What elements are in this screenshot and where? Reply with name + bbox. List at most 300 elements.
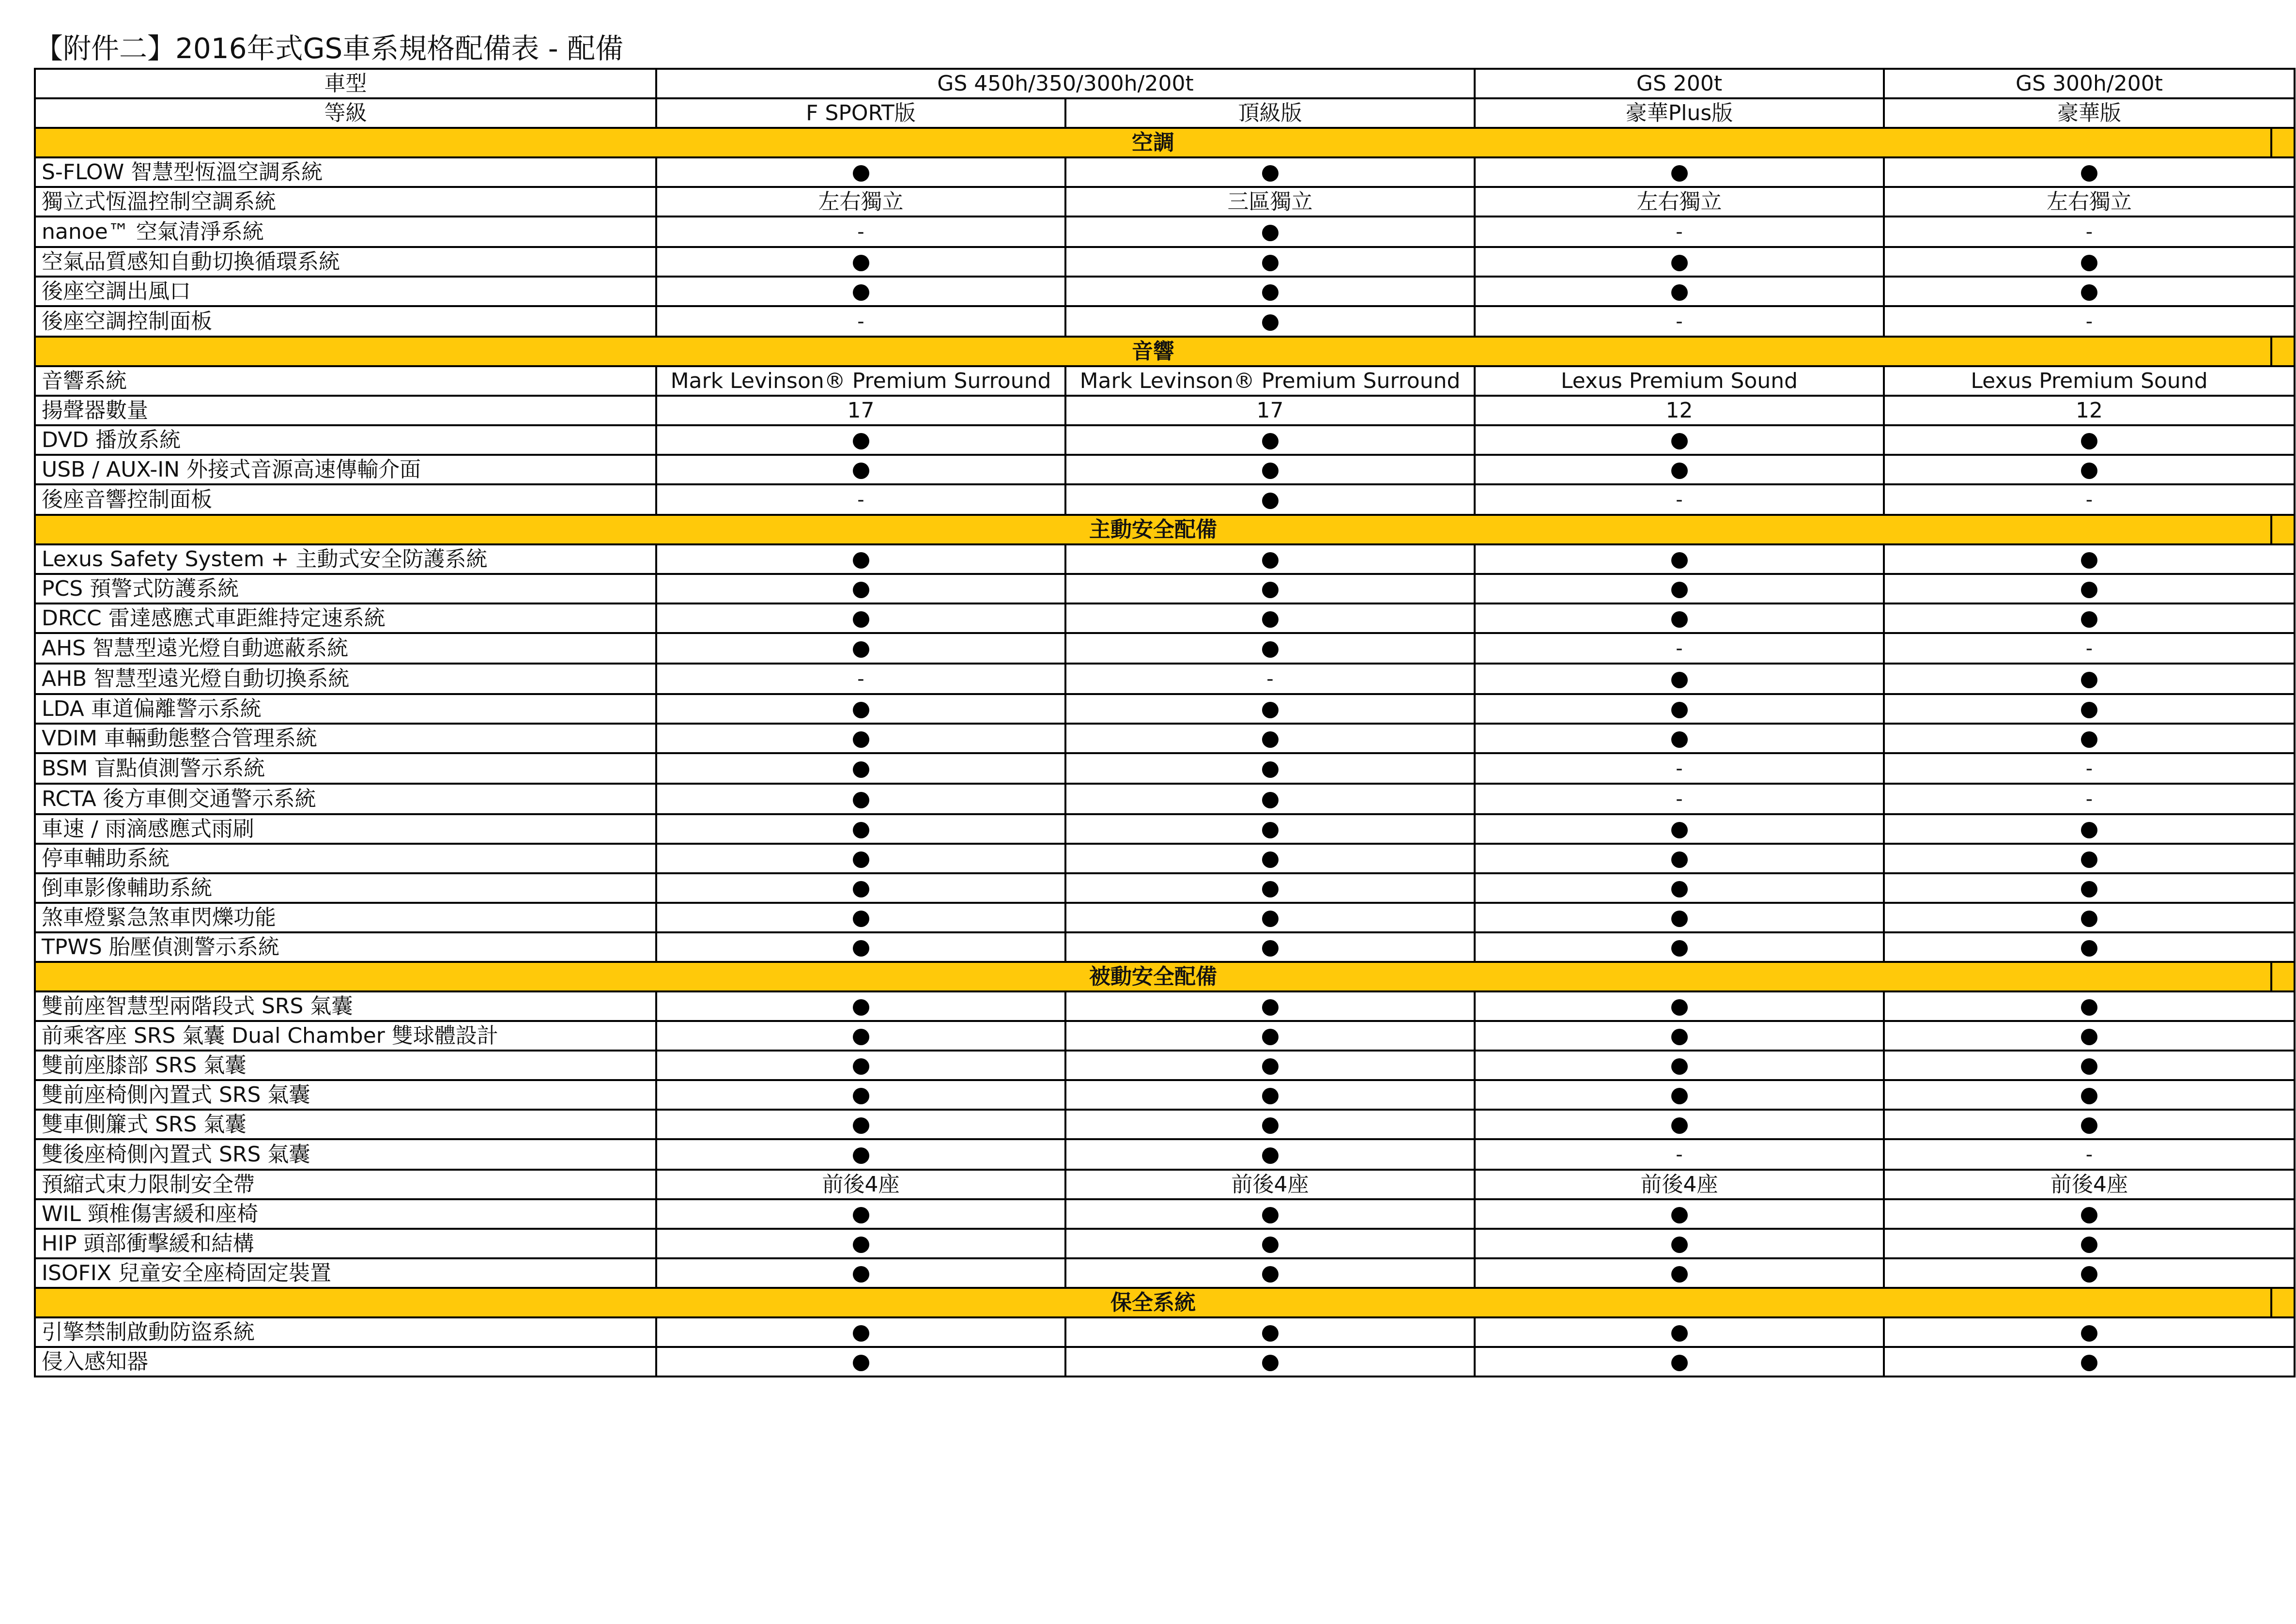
equipped-dot-icon bbox=[1262, 1325, 1279, 1342]
feature-label: ISOFIX 兒童安全座椅固定裝置 bbox=[35, 1258, 656, 1288]
feature-label: 後座空調控制面板 bbox=[35, 306, 656, 337]
equipped-dot-icon bbox=[1262, 611, 1279, 628]
equipped-dot-icon bbox=[1262, 641, 1279, 658]
not-equipped-dash: - bbox=[857, 310, 864, 333]
table-row bbox=[35, 157, 2295, 187]
not-equipped-dash: - bbox=[1676, 788, 1683, 810]
equipped-cell bbox=[1884, 1199, 2295, 1229]
equipped-dot-icon bbox=[1671, 1266, 1688, 1283]
equipped-cell bbox=[1475, 574, 1884, 603]
equipped-dot-icon bbox=[1671, 881, 1688, 897]
not-equipped-dash: - bbox=[2085, 310, 2093, 333]
equipped-cell bbox=[1065, 1199, 1475, 1229]
table-row bbox=[35, 633, 2295, 664]
equipped-dot-icon bbox=[853, 552, 869, 569]
not-equipped-cell bbox=[656, 664, 1065, 694]
equipped-cell bbox=[1884, 247, 2295, 277]
equipped-cell bbox=[1065, 1051, 1475, 1080]
equipped-dot-icon bbox=[1671, 1325, 1688, 1342]
table-row bbox=[35, 724, 2295, 753]
equipped-dot-icon bbox=[853, 731, 869, 748]
equipped-dot-icon bbox=[2081, 1266, 2097, 1283]
not-equipped-cell bbox=[1475, 217, 1884, 247]
equipped-dot-icon bbox=[1671, 851, 1688, 868]
equipped-dot-icon bbox=[1262, 284, 1279, 301]
equipped-cell bbox=[1065, 574, 1475, 603]
feature-label: 雙車側簾式 SRS 氣囊 bbox=[35, 1110, 656, 1139]
equipped-cell bbox=[1884, 1229, 2295, 1258]
table-row bbox=[35, 1051, 2295, 1080]
equipped-cell bbox=[1475, 247, 1884, 277]
feature-label: USB / AUX-IN 外接式音源高速傳輸介面 bbox=[35, 455, 656, 484]
equipped-cell bbox=[1475, 1021, 1884, 1051]
equipped-dot-icon bbox=[1262, 552, 1279, 569]
equipped-cell bbox=[1475, 277, 1884, 306]
equipped-cell bbox=[1475, 932, 1884, 962]
equipped-cell bbox=[1884, 1080, 2295, 1110]
equipped-cell bbox=[1475, 157, 1884, 187]
equipped-cell bbox=[1065, 1258, 1475, 1288]
feature-label: VDIM 車輛動態整合管理系統 bbox=[35, 724, 656, 753]
equipped-cell bbox=[1884, 425, 2295, 455]
table-row bbox=[35, 1258, 2295, 1288]
spec-value-cell: 12 bbox=[1475, 396, 1884, 425]
feature-label: LDA 車道偏離警示系統 bbox=[35, 694, 656, 724]
equipped-dot-icon bbox=[1671, 1355, 1688, 1371]
section-title: 被動安全配備 bbox=[35, 962, 2271, 991]
not-equipped-dash: - bbox=[2085, 758, 2093, 780]
equipped-cell bbox=[656, 574, 1065, 603]
equipped-dot-icon bbox=[1671, 582, 1688, 598]
equipped-cell bbox=[656, 873, 1065, 903]
not-equipped-dash: - bbox=[2085, 637, 2093, 660]
equipped-dot-icon bbox=[1671, 611, 1688, 628]
equipped-dot-icon bbox=[1262, 255, 1279, 271]
header-grade-top: 頂級版 bbox=[1065, 98, 1475, 128]
equipped-dot-icon bbox=[853, 284, 869, 301]
equipped-dot-icon bbox=[1262, 1266, 1279, 1283]
equipped-dot-icon bbox=[2081, 822, 2097, 838]
feature-label: 音響系統 bbox=[35, 366, 656, 396]
feature-label: DVD 播放系統 bbox=[35, 425, 656, 455]
table-row bbox=[35, 1347, 2295, 1377]
spec-value-cell: 三區獨立 bbox=[1065, 187, 1475, 217]
equipped-cell bbox=[656, 932, 1065, 962]
equipped-dot-icon bbox=[2081, 1355, 2097, 1371]
section-header-row bbox=[35, 337, 2295, 366]
equipped-cell bbox=[1065, 784, 1475, 814]
equipped-cell bbox=[656, 1021, 1065, 1051]
table-row bbox=[35, 247, 2295, 277]
equipped-cell bbox=[1884, 814, 2295, 844]
table-row bbox=[35, 306, 2295, 337]
equipped-dot-icon bbox=[853, 792, 869, 808]
equipped-dot-icon bbox=[1671, 731, 1688, 748]
table-row bbox=[35, 694, 2295, 724]
equipped-cell bbox=[656, 425, 1065, 455]
feature-label: AHB 智慧型遠光燈自動切換系統 bbox=[35, 664, 656, 694]
feature-label: RCTA 後方車側交通警示系統 bbox=[35, 784, 656, 814]
equipped-dot-icon bbox=[853, 1355, 869, 1371]
equipped-dot-icon bbox=[1671, 1237, 1688, 1253]
equipped-cell bbox=[1884, 932, 2295, 962]
section-header-row bbox=[35, 515, 2295, 544]
feature-label: nanoe™ 空氣清淨系統 bbox=[35, 217, 656, 247]
equipped-dot-icon bbox=[2081, 433, 2097, 449]
equipped-dot-icon bbox=[2081, 911, 2097, 927]
equipped-dot-icon bbox=[1262, 911, 1279, 927]
spec-value-cell: 左右獨立 bbox=[656, 187, 1065, 217]
table-row bbox=[35, 396, 2295, 425]
feature-label: S-FLOW 智慧型恆溫空調系統 bbox=[35, 157, 656, 187]
feature-label: 侵入感知器 bbox=[35, 1347, 656, 1377]
spec-value-cell: 前後4座 bbox=[1884, 1170, 2295, 1199]
equipped-cell bbox=[1475, 694, 1884, 724]
equipped-cell bbox=[1065, 1021, 1475, 1051]
equipped-cell bbox=[656, 1139, 1065, 1170]
equipped-cell bbox=[1475, 724, 1884, 753]
equipped-cell bbox=[1475, 1199, 1884, 1229]
equipped-dot-icon bbox=[1262, 702, 1279, 718]
equipped-cell bbox=[1065, 633, 1475, 664]
section-title-edge bbox=[2271, 337, 2295, 366]
equipped-dot-icon bbox=[2081, 1088, 2097, 1104]
equipped-dot-icon bbox=[1262, 761, 1279, 778]
equipped-dot-icon bbox=[853, 1147, 869, 1164]
equipped-dot-icon bbox=[1262, 493, 1279, 509]
equipped-dot-icon bbox=[1671, 284, 1688, 301]
equipped-cell bbox=[1065, 157, 1475, 187]
equipped-dot-icon bbox=[853, 702, 869, 718]
not-equipped-cell bbox=[1065, 664, 1475, 694]
equipped-cell bbox=[1065, 932, 1475, 962]
not-equipped-dash: - bbox=[2085, 489, 2093, 511]
equipped-dot-icon bbox=[2081, 1058, 2097, 1075]
equipped-cell bbox=[1065, 544, 1475, 574]
feature-label: DRCC 雷達感應式車距維持定速系統 bbox=[35, 603, 656, 633]
equipped-dot-icon bbox=[853, 641, 869, 658]
equipped-dot-icon bbox=[853, 1266, 869, 1283]
header-grade-luxury: 豪華版 bbox=[1884, 98, 2295, 128]
feature-label: AHS 智慧型遠光燈自動遮蔽系統 bbox=[35, 633, 656, 664]
equipped-dot-icon bbox=[2081, 702, 2097, 718]
feature-label: 預縮式束力限制安全帶 bbox=[35, 1170, 656, 1199]
not-equipped-cell bbox=[1884, 306, 2295, 337]
equipped-cell bbox=[1065, 1110, 1475, 1139]
not-equipped-cell bbox=[656, 306, 1065, 337]
equipped-cell bbox=[656, 277, 1065, 306]
equipped-cell bbox=[1884, 1258, 2295, 1288]
equipped-dot-icon bbox=[853, 1117, 869, 1134]
equipped-cell bbox=[1065, 455, 1475, 484]
equipped-cell bbox=[1475, 814, 1884, 844]
equipped-cell bbox=[656, 724, 1065, 753]
equipped-cell bbox=[656, 1317, 1065, 1347]
equipped-cell bbox=[1884, 544, 2295, 574]
feature-label: 引擎禁制啟動防盜系統 bbox=[35, 1317, 656, 1347]
equipped-dot-icon bbox=[1262, 1355, 1279, 1371]
feature-label: 雙前座椅側內置式 SRS 氣囊 bbox=[35, 1080, 656, 1110]
equipped-dot-icon bbox=[853, 165, 869, 182]
equipped-cell bbox=[656, 544, 1065, 574]
not-equipped-dash: - bbox=[2085, 1144, 2093, 1166]
equipped-cell bbox=[656, 1258, 1065, 1288]
equipped-cell bbox=[1475, 1080, 1884, 1110]
equipped-cell bbox=[1475, 1258, 1884, 1288]
equipped-cell bbox=[656, 991, 1065, 1021]
table-row bbox=[35, 187, 2295, 217]
not-equipped-dash: - bbox=[1676, 637, 1683, 660]
equipped-cell bbox=[1475, 664, 1884, 694]
equipped-cell bbox=[1884, 1347, 2295, 1377]
not-equipped-dash: - bbox=[1676, 1144, 1683, 1166]
table-row bbox=[35, 455, 2295, 484]
equipped-dot-icon bbox=[2081, 582, 2097, 598]
equipped-dot-icon bbox=[1671, 672, 1688, 688]
feature-label: 煞車燈緊急煞車閃爍功能 bbox=[35, 903, 656, 932]
equipped-cell bbox=[1065, 277, 1475, 306]
table-row bbox=[35, 217, 2295, 247]
not-equipped-cell bbox=[1884, 633, 2295, 664]
feature-label: 後座空調出風口 bbox=[35, 277, 656, 306]
equipped-dot-icon bbox=[853, 463, 869, 479]
equipped-cell bbox=[1884, 1110, 2295, 1139]
header-grade-fsport: F SPORT版 bbox=[656, 98, 1065, 128]
equipped-dot-icon bbox=[853, 881, 869, 897]
equipped-cell bbox=[656, 694, 1065, 724]
equipped-cell bbox=[1884, 664, 2295, 694]
equipped-cell bbox=[656, 903, 1065, 932]
equipped-cell bbox=[656, 1080, 1065, 1110]
feature-label: 雙後座椅側內置式 SRS 氣囊 bbox=[35, 1139, 656, 1170]
equipped-dot-icon bbox=[1671, 911, 1688, 927]
feature-label: WIL 頸椎傷害緩和座椅 bbox=[35, 1199, 656, 1229]
table-row bbox=[35, 814, 2295, 844]
equipped-dot-icon bbox=[1262, 731, 1279, 748]
not-equipped-cell bbox=[656, 217, 1065, 247]
equipped-cell bbox=[1065, 753, 1475, 784]
equipped-dot-icon bbox=[853, 851, 869, 868]
equipped-dot-icon bbox=[1671, 822, 1688, 838]
table-row bbox=[35, 544, 2295, 574]
equipped-dot-icon bbox=[1671, 940, 1688, 957]
equipped-dot-icon bbox=[2081, 552, 2097, 569]
table-row bbox=[35, 1021, 2295, 1051]
table-row bbox=[35, 1080, 2295, 1110]
table-row bbox=[35, 1170, 2295, 1199]
table-row bbox=[35, 574, 2295, 603]
equipped-cell bbox=[1475, 425, 1884, 455]
equipped-cell bbox=[1884, 277, 2295, 306]
equipped-dot-icon bbox=[1671, 463, 1688, 479]
equipped-cell bbox=[656, 1199, 1065, 1229]
equipped-cell bbox=[1884, 1021, 2295, 1051]
spec-table bbox=[34, 68, 2296, 1377]
header-model-label: 車型 bbox=[35, 69, 656, 98]
feature-label: PCS 預警式防護系統 bbox=[35, 574, 656, 603]
not-equipped-cell bbox=[1884, 484, 2295, 515]
not-equipped-cell bbox=[1475, 306, 1884, 337]
equipped-dot-icon bbox=[853, 611, 869, 628]
equipped-dot-icon bbox=[2081, 1237, 2097, 1253]
equipped-dot-icon bbox=[853, 822, 869, 838]
equipped-cell bbox=[1065, 991, 1475, 1021]
equipped-cell bbox=[1065, 814, 1475, 844]
equipped-cell bbox=[1065, 1229, 1475, 1258]
not-equipped-dash: - bbox=[857, 221, 864, 243]
not-equipped-cell bbox=[1475, 633, 1884, 664]
equipped-cell bbox=[656, 1110, 1065, 1139]
equipped-cell bbox=[1884, 991, 2295, 1021]
equipped-cell bbox=[1065, 903, 1475, 932]
not-equipped-cell bbox=[1884, 753, 2295, 784]
equipped-cell bbox=[1065, 694, 1475, 724]
table-row bbox=[35, 664, 2295, 694]
equipped-dot-icon bbox=[1262, 822, 1279, 838]
equipped-cell bbox=[1065, 217, 1475, 247]
equipped-dot-icon bbox=[1262, 1029, 1279, 1045]
equipped-dot-icon bbox=[1262, 1117, 1279, 1134]
feature-label: 揚聲器數量 bbox=[35, 396, 656, 425]
equipped-dot-icon bbox=[2081, 1117, 2097, 1134]
equipped-dot-icon bbox=[853, 1058, 869, 1075]
table-row bbox=[35, 277, 2295, 306]
not-equipped-cell bbox=[656, 484, 1065, 515]
equipped-cell bbox=[1884, 844, 2295, 873]
table-row bbox=[35, 1317, 2295, 1347]
section-title: 空調 bbox=[35, 128, 2271, 157]
equipped-dot-icon bbox=[2081, 165, 2097, 182]
equipped-dot-icon bbox=[1671, 702, 1688, 718]
feature-label: 後座音響控制面板 bbox=[35, 484, 656, 515]
equipped-dot-icon bbox=[1262, 314, 1279, 331]
equipped-cell bbox=[1065, 724, 1475, 753]
equipped-dot-icon bbox=[1262, 433, 1279, 449]
equipped-cell bbox=[1475, 1317, 1884, 1347]
equipped-cell bbox=[656, 1051, 1065, 1080]
equipped-cell bbox=[1884, 603, 2295, 633]
equipped-dot-icon bbox=[2081, 881, 2097, 897]
equipped-cell bbox=[1475, 991, 1884, 1021]
equipped-cell bbox=[656, 844, 1065, 873]
equipped-cell bbox=[1065, 1139, 1475, 1170]
equipped-dot-icon bbox=[2081, 1325, 2097, 1342]
header-model-gs200t: GS 200t bbox=[1475, 69, 1884, 98]
equipped-dot-icon bbox=[1262, 1058, 1279, 1075]
equipped-cell bbox=[1065, 873, 1475, 903]
not-equipped-cell bbox=[1475, 484, 1884, 515]
spec-value-cell: 前後4座 bbox=[1065, 1170, 1475, 1199]
not-equipped-dash: - bbox=[2085, 788, 2093, 810]
spec-value-cell: Lexus Premium Sound bbox=[1475, 366, 1884, 396]
equipped-cell bbox=[1475, 455, 1884, 484]
not-equipped-dash: - bbox=[2085, 221, 2093, 243]
equipped-cell bbox=[1475, 1229, 1884, 1258]
equipped-cell bbox=[1884, 873, 2295, 903]
equipped-dot-icon bbox=[2081, 731, 2097, 748]
equipped-cell bbox=[656, 247, 1065, 277]
table-row bbox=[35, 753, 2295, 784]
equipped-dot-icon bbox=[853, 1237, 869, 1253]
feature-label: 空氣品質感知自動切換循環系統 bbox=[35, 247, 656, 277]
page-title: 【附件二】2016年式GS車系規格配備表 - 配備 bbox=[35, 32, 624, 65]
equipped-cell bbox=[1475, 1110, 1884, 1139]
header-row-grade bbox=[35, 98, 2295, 128]
table-row bbox=[35, 1110, 2295, 1139]
section-title: 音響 bbox=[35, 337, 2271, 366]
equipped-cell bbox=[656, 1229, 1065, 1258]
equipped-dot-icon bbox=[853, 1088, 869, 1104]
equipped-dot-icon bbox=[1262, 1147, 1279, 1164]
spec-value-cell: Mark Levinson® Premium Surround bbox=[1065, 366, 1475, 396]
equipped-cell bbox=[1065, 247, 1475, 277]
equipped-dot-icon bbox=[2081, 284, 2097, 301]
equipped-dot-icon bbox=[1671, 552, 1688, 569]
equipped-dot-icon bbox=[1671, 165, 1688, 182]
table-row bbox=[35, 903, 2295, 932]
equipped-dot-icon bbox=[2081, 999, 2097, 1016]
table-row bbox=[35, 366, 2295, 396]
spec-value-cell: 17 bbox=[1065, 396, 1475, 425]
equipped-cell bbox=[656, 455, 1065, 484]
not-equipped-cell bbox=[1884, 784, 2295, 814]
equipped-dot-icon bbox=[2081, 672, 2097, 688]
not-equipped-dash: - bbox=[1676, 758, 1683, 780]
equipped-dot-icon bbox=[1671, 1029, 1688, 1045]
equipped-cell bbox=[1884, 694, 2295, 724]
header-grade-label: 等級 bbox=[35, 98, 656, 128]
equipped-dot-icon bbox=[2081, 1207, 2097, 1223]
header-model-gs300h: GS 300h/200t bbox=[1884, 69, 2295, 98]
table-row bbox=[35, 1229, 2295, 1258]
equipped-dot-icon bbox=[1671, 433, 1688, 449]
equipped-dot-icon bbox=[2081, 611, 2097, 628]
spec-value-cell: 17 bbox=[656, 396, 1065, 425]
equipped-dot-icon bbox=[853, 911, 869, 927]
feature-label: TPWS 胎壓偵測警示系統 bbox=[35, 932, 656, 962]
table-row bbox=[35, 932, 2295, 962]
equipped-cell bbox=[656, 814, 1065, 844]
section-header-row bbox=[35, 962, 2295, 991]
equipped-cell bbox=[1065, 425, 1475, 455]
equipped-dot-icon bbox=[1262, 1207, 1279, 1223]
header-model-gs450h: GS 450h/350/300h/200t bbox=[656, 69, 1475, 98]
table-row bbox=[35, 425, 2295, 455]
not-equipped-cell bbox=[1475, 753, 1884, 784]
not-equipped-dash: - bbox=[1676, 310, 1683, 333]
equipped-cell bbox=[656, 784, 1065, 814]
equipped-cell bbox=[1884, 1051, 2295, 1080]
feature-label: Lexus Safety System + 主動式安全防護系統 bbox=[35, 544, 656, 574]
feature-label: 倒車影像輔助系統 bbox=[35, 873, 656, 903]
equipped-cell bbox=[1475, 1347, 1884, 1377]
equipped-dot-icon bbox=[1262, 940, 1279, 957]
equipped-dot-icon bbox=[1262, 881, 1279, 897]
equipped-dot-icon bbox=[853, 1325, 869, 1342]
equipped-dot-icon bbox=[853, 433, 869, 449]
feature-label: 車速 / 雨滴感應式雨刷 bbox=[35, 814, 656, 844]
not-equipped-dash: - bbox=[1676, 221, 1683, 243]
equipped-dot-icon bbox=[1262, 999, 1279, 1016]
equipped-dot-icon bbox=[1262, 1237, 1279, 1253]
feature-label: 獨立式恆溫控制空調系統 bbox=[35, 187, 656, 217]
equipped-cell bbox=[1475, 903, 1884, 932]
spec-value-cell: 前後4座 bbox=[1475, 1170, 1884, 1199]
equipped-dot-icon bbox=[1671, 255, 1688, 271]
equipped-cell bbox=[1884, 455, 2295, 484]
equipped-cell bbox=[656, 1347, 1065, 1377]
equipped-cell bbox=[1065, 484, 1475, 515]
